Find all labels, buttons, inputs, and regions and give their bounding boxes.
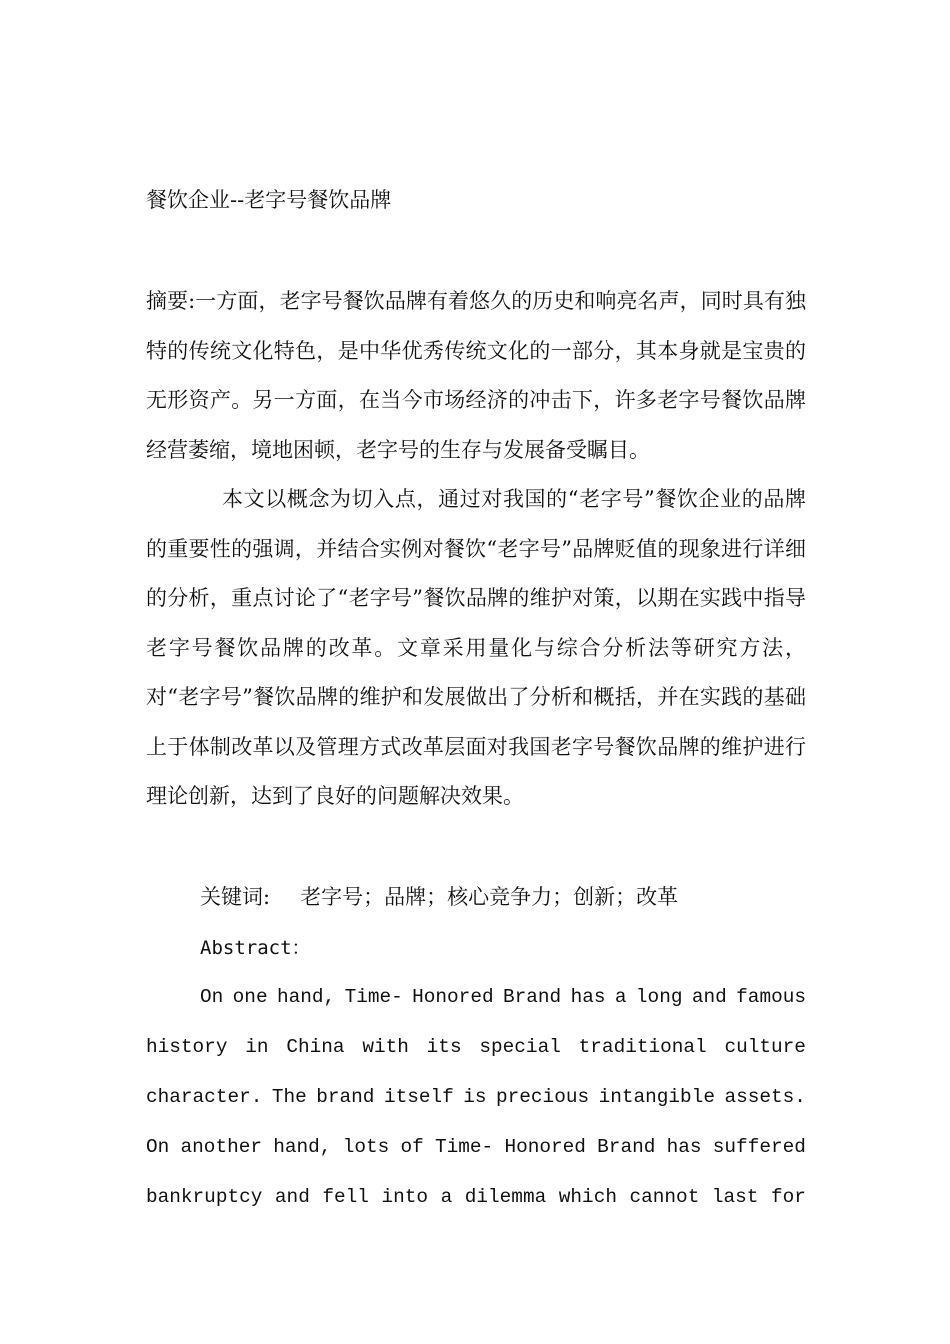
english-word: special [479, 1036, 561, 1058]
english-word: of [400, 1136, 424, 1158]
english-word: one [232, 986, 268, 1008]
english-word: itself [383, 1086, 454, 1108]
english-word: Brand [597, 1136, 656, 1158]
english-word: Time- [344, 986, 403, 1008]
english-word: is [463, 1086, 487, 1108]
english-word: with [362, 1036, 409, 1058]
english-word: has [570, 986, 606, 1008]
english-word: traditional [578, 1036, 707, 1058]
english-word: intangible [598, 1086, 715, 1108]
english-word: for [770, 1186, 806, 1208]
english-word: into [381, 1186, 429, 1208]
english-word: famous [736, 986, 806, 1008]
english-word: has [666, 1136, 702, 1158]
english-word: long [635, 986, 683, 1008]
english-word: assets. [724, 1086, 806, 1108]
english-word: precious [496, 1086, 590, 1108]
english-word: On [146, 1136, 170, 1158]
english-word: last [711, 1186, 759, 1208]
english-word: bankruptcy [146, 1186, 263, 1208]
english-line-2 [146, 1032, 806, 1062]
english-line-1 [200, 982, 806, 1012]
keywords-label: 关键词: [200, 885, 271, 909]
english-word: lots [342, 1136, 390, 1158]
english-word: hand, [276, 986, 336, 1008]
summary-paragraph: 摘要:一方面，老字号餐饮品牌有着悠久的历史和响亮名声，同时具有独特的传统文化特色，是中华优秀传统文化的一部分，其本身就是宝贵的无形资产。另一方面，在当今市场经济的冲击下，许多老字号餐饮品牌经营萎缩，境地困顿，老字号的生存与发展备受瞩目。 [146, 289, 806, 462]
keywords-value: 老字号；品牌；核心竞争力；创新；改革 [300, 885, 679, 909]
english-word: a [440, 1186, 453, 1208]
english-word: dilemma [464, 1186, 547, 1208]
abstract-label: Abstract： [200, 937, 311, 959]
english-word: The [271, 1086, 307, 1108]
keywords-line [200, 880, 678, 914]
english-word: Time- [435, 1136, 494, 1158]
english-word: Brand [503, 986, 562, 1008]
english-word: China [286, 1036, 345, 1058]
english-word: cannot [629, 1186, 700, 1208]
english-word: and [274, 1186, 310, 1208]
english-word: fell [322, 1186, 369, 1208]
english-word: in [245, 1036, 269, 1058]
english-word: brand [316, 1086, 375, 1108]
english-word: and [691, 986, 727, 1008]
english-word: which [558, 1186, 617, 1208]
english-word: Honored [412, 986, 494, 1008]
english-word: culture [724, 1036, 806, 1058]
english-line-4 [146, 1132, 806, 1162]
english-word: history [146, 1036, 228, 1058]
body-paragraph: 本文以概念为切入点，通过对我国的“老字号”餐饮企业的品牌的重要性的强调，并结合实例对餐饮“老字号”品牌贬值的现象进行详细的分析，重点讨论了“老字号”餐饮品牌的维护对策，以期在实践中指导老字号餐饮品牌的改革。文章采用量化与综合分析法等研究方法，对“老字号”餐饮品牌的维护和发展做出了分析和概括，并在实践的基础上于体制改革以及管理方式改革层面对我国老字号餐饮品牌的维护进行理论创新，达到了良好的问题解决效果。 [146, 487, 806, 808]
english-line-5 [146, 1182, 806, 1212]
english-word: Honored [504, 1136, 586, 1158]
english-word: its [426, 1036, 462, 1058]
english-word: a [614, 986, 627, 1008]
english-line-3 [146, 1082, 806, 1112]
english-word: another [180, 1136, 262, 1158]
english-word: hand, [273, 1136, 332, 1158]
english-word: On [200, 986, 224, 1008]
document-title: 餐饮企业--老字号餐饮品牌 [146, 188, 392, 212]
english-word: character. [146, 1086, 263, 1108]
english-word: suffered [712, 1136, 806, 1158]
